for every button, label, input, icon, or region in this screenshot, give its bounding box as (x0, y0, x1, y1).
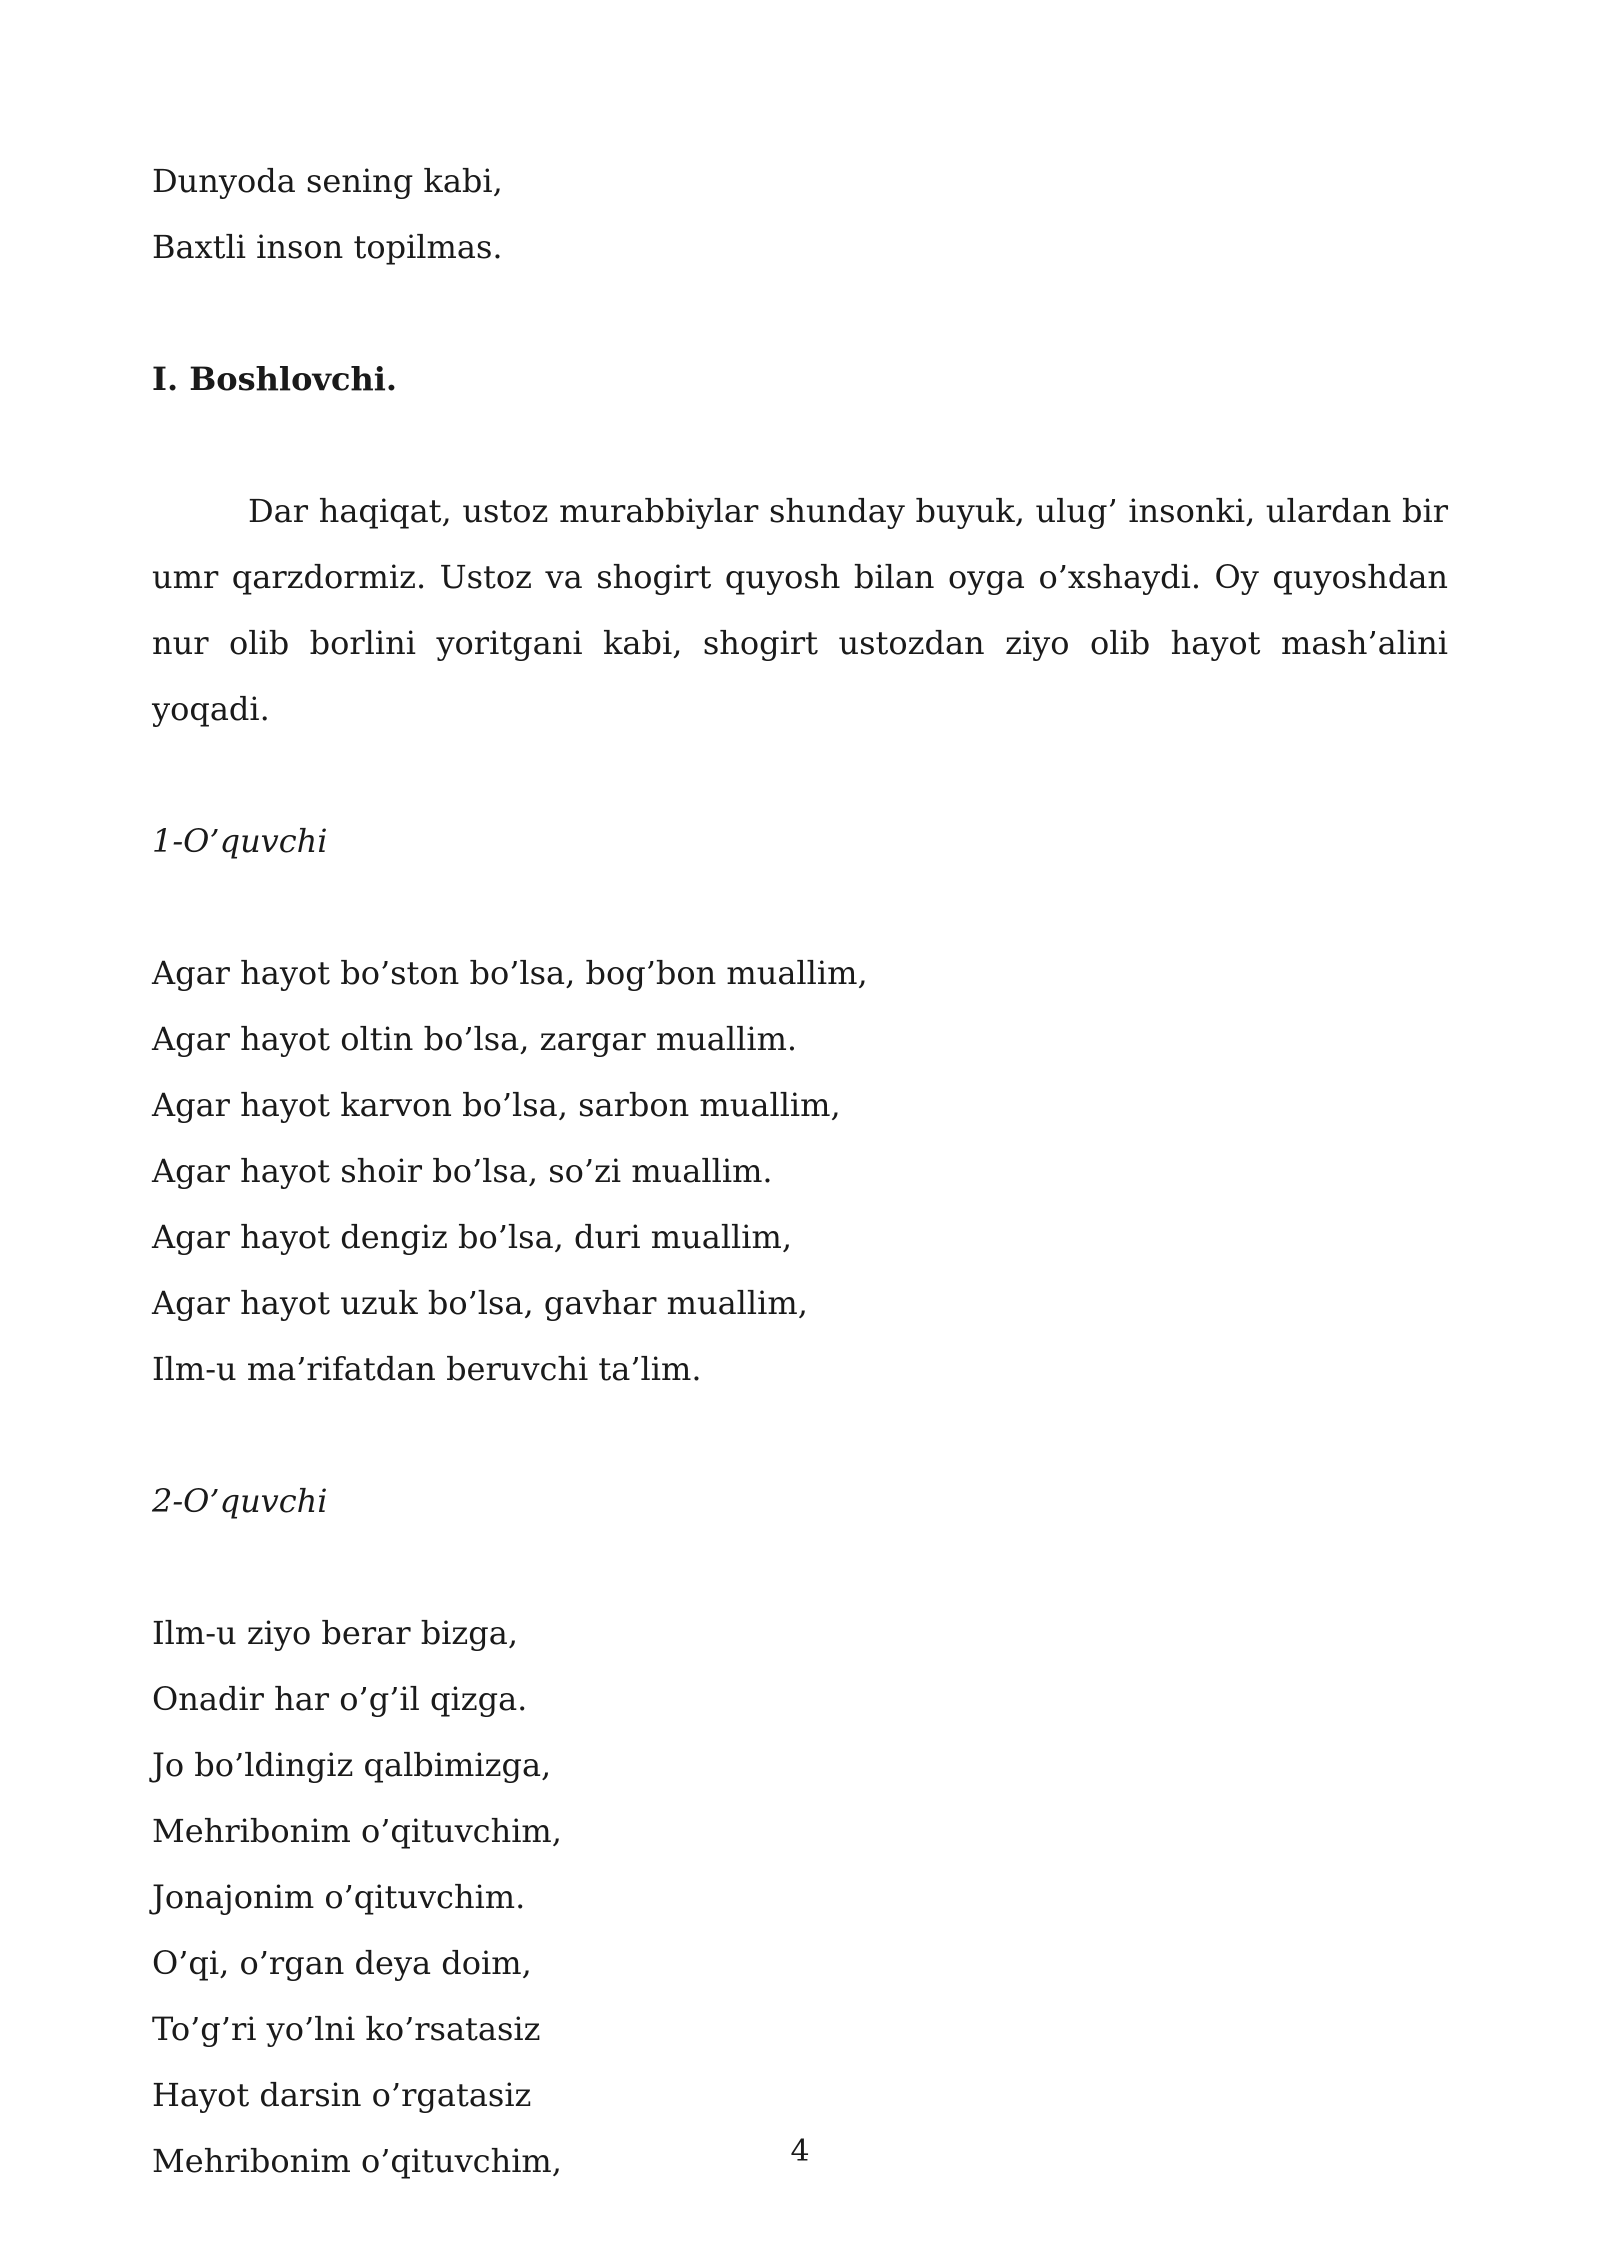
poem-line: Agar hayot karvon bo’lsa, sarbon muallim, (152, 1086, 841, 1124)
spacer (152, 412, 1448, 478)
poem-line: Jo bo’ldingiz qalbimizga, (152, 1746, 552, 1784)
body-paragraph: Dar haqiqat, ustoz murabbiylar shunday buyuk, ulug’ insonki, ulardan bir umr qarzdormiz. Ustoz va shogirt quyosh bilan oyga o’xshaydi. Oy quyoshdan nur olib borlini yoritgani kabi, shogirt ustozdan ziyo olib hayot mash’alini yoqadi. (152, 492, 1448, 728)
poem-line: Agar hayot bo’ston bo’lsa, bog’bon muallim, (152, 954, 868, 992)
poem-line: Agar hayot shoir bo’lsa, so’zi muallim. (152, 1152, 773, 1190)
poem-line: Baxtli inson topilmas. (152, 228, 503, 266)
poem-line: Mehribonim o’qituvchim, (152, 2142, 562, 2180)
poem-line: O’qi, o’rgan deya doim, (152, 1944, 532, 1982)
spacer (152, 280, 1448, 346)
spacer (152, 742, 1448, 808)
poem-line: Dunyoda sening kabi, (152, 162, 503, 200)
poem-line: To’g’ri yo’lni ko’rsatasiz (152, 2010, 541, 2048)
page-content (152, 148, 1448, 2194)
poem-line: Onadir har o’g’il qizga. (152, 1680, 528, 1718)
speaker-label: 1-O’quvchi (152, 822, 328, 860)
poem-line: Ilm-u ziyo berar bizga, (152, 1614, 518, 1652)
poem-line: Agar hayot dengiz bo’lsa, duri muallim, (152, 1218, 793, 1256)
poem-line: Mehribonim o’qituvchim, (152, 1812, 562, 1850)
poem-line: Jonajonim o’qituvchim. (152, 1878, 526, 1916)
page-number: 4 (790, 2134, 810, 2169)
poem-line: Agar hayot uzuk bo’lsa, gavhar muallim, (152, 1284, 808, 1322)
speaker-label: 2-O’quvchi (152, 1482, 328, 1520)
poem-line: Hayot darsin o’rgatasiz (152, 2076, 532, 2114)
poem-line: Ilm-u ma’rifatdan beruvchi ta’lim. (152, 1350, 702, 1388)
spacer (152, 1534, 1448, 1600)
spacer (152, 1402, 1448, 1468)
section-heading: I. Boshlovchi. (152, 360, 398, 398)
spacer (152, 874, 1448, 940)
poem-line: Agar hayot oltin bo’lsa, zargar muallim. (152, 1020, 798, 1058)
